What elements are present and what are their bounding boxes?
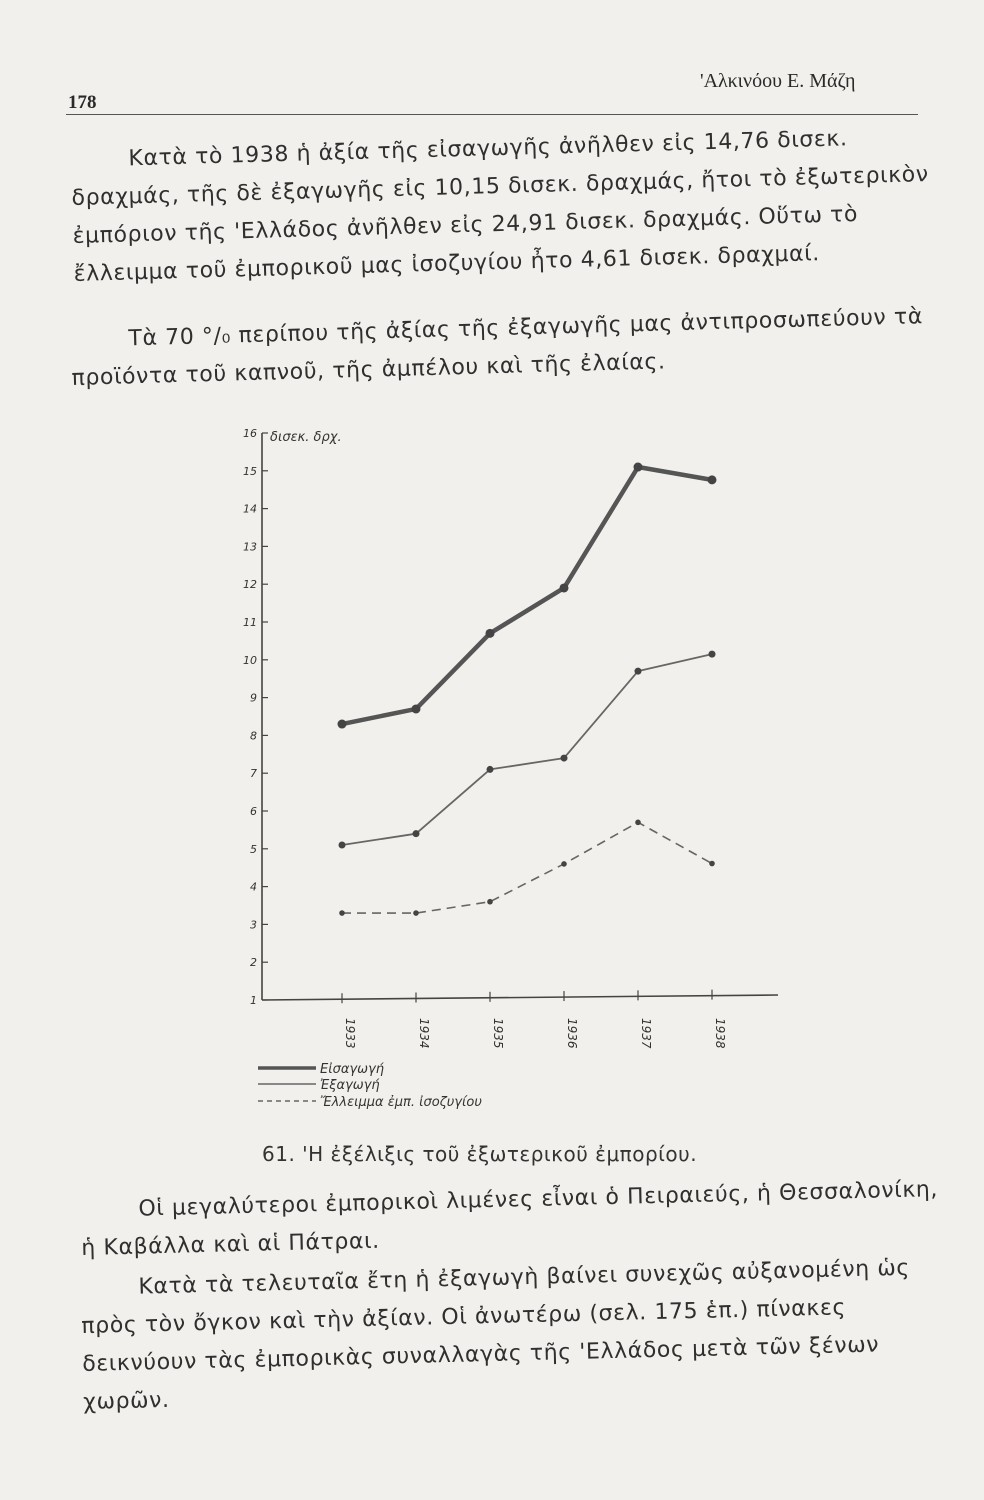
chart-series: [338, 463, 717, 916]
y-tick-label: 3: [250, 918, 257, 932]
data-point: [635, 668, 642, 675]
data-point: [412, 704, 421, 713]
y-tick-label: 6: [250, 805, 257, 818]
data-point: [413, 910, 419, 916]
paragraph-export-growth: [80, 1249, 943, 1422]
paragraph-1-text: Κατὰ τὸ 1938 ἡ ἀξία τῆς εἰσαγωγῆς ἀνῆλθεν εἰς 14,76 δισεκ. δραχμάς, τῆς δὲ ἐξαγωγῆς εἰς 10,15 δισεκ. δραχμάς, ἤτοι τὸ ἐξωτερικὸν ἐμπόριον τῆς 'Ελλάδος ἀνῆλθεν εἰς 24,91 δισεκ. δραχμάς. Οὕτω τὸ ἔλλειμμα τοῦ ἐμπορικοῦ μας ἰσοζυγίου ἦτο 4,61 δισεκ. δραχμαί.: [71, 126, 930, 287]
page-number: 178: [68, 92, 97, 113]
data-point: [560, 583, 569, 592]
data-point: [339, 910, 345, 916]
y-tick-label: 7: [250, 767, 257, 781]
y-tick-label: 16: [243, 427, 257, 440]
paragraph-3-text: Οἱ μεγαλύτεροι ἐμπορικοὶ λιμένες εἶναι ὁ Πειραιεύς, ἡ Θεσσαλονίκη, ἡ Καβάλλα καὶ αἱ Πάτραι.: [81, 1177, 939, 1261]
series-line-0: [342, 467, 712, 724]
y-tick-label: 10: [243, 653, 257, 667]
paragraph-2-text: Τὰ 70 °/₀ περίπου τῆς ἀξίας τῆς ἐξαγωγῆς μας ἀντιπροσωπεύουν τὰ προϊόντα τοῦ καπνοῦ, τῆς ἀμπέλου καὶ τῆς ἐλαίας.: [71, 304, 924, 391]
data-point: [561, 861, 567, 867]
data-point: [634, 463, 643, 472]
x-tick-label: 1933: [343, 1018, 357, 1049]
x-tick-label: 1938: [713, 1018, 727, 1049]
running-head: 'Αλκινόου Ε. Μάζη: [700, 70, 856, 92]
legend-label: Ἔλλειμμα ἐμπ. ἰσοζυγίου: [320, 1095, 482, 1110]
figure-caption: 61. 'Η ἐξέλιξις τοῦ ἐξωτερικοῦ ἐμπορίου.: [262, 1142, 698, 1166]
paragraph-4-text: Κατὰ τὰ τελευταῖα ἔτη ἡ ἐξαγωγὴ βαίνει συνεχῶς αὐξανομένη ὡς πρὸς τὸν ὄγκον καὶ τὴν ἀξίαν. Οἱ ἀνωτέρω (σελ. 175 ἑπ.) πίνακες δεικνύουν τὰς ἐμπορικὰς συναλλαγὰς τῆς 'Ελλάδος μετὰ τῶν ξένων χωρῶν.: [81, 1255, 911, 1415]
y-tick-label: 14: [243, 502, 257, 516]
data-point: [486, 629, 495, 638]
y-tick-label: 11: [243, 616, 257, 629]
chart-legend: [258, 1062, 482, 1110]
x-tick-label: 1937: [639, 1018, 653, 1049]
x-tick-label: 1934: [417, 1018, 431, 1049]
data-point: [413, 830, 420, 837]
data-point: [709, 861, 715, 867]
y-tick-label: 15: [243, 464, 257, 478]
legend-label: Ἐξαγωγή: [320, 1078, 380, 1093]
data-point: [709, 651, 716, 658]
data-point: [487, 899, 493, 905]
y-tick-label: 9: [250, 691, 257, 705]
data-point: [338, 720, 347, 729]
y-tick-label: 2: [250, 956, 257, 970]
x-axis: [262, 995, 778, 1000]
x-tick-label: 1935: [491, 1018, 505, 1049]
data-point: [339, 842, 346, 849]
series-line-1: [342, 654, 712, 845]
y-tick-label: 13: [243, 540, 257, 554]
y-axis-unit-label: δισεκ. δρχ.: [270, 430, 342, 445]
data-point: [708, 475, 717, 484]
data-point: [487, 766, 494, 773]
y-tick-label: 8: [250, 729, 257, 743]
y-tick-label: 4: [250, 880, 257, 894]
data-point: [635, 820, 641, 826]
legend-label: Εἰσαγωγή: [320, 1062, 384, 1077]
y-tick-label: 12: [243, 578, 257, 592]
y-tick-label: 5: [250, 842, 257, 856]
y-tick-label: 1: [250, 994, 257, 1007]
x-tick-label: 1936: [565, 1018, 579, 1049]
data-point: [561, 755, 568, 762]
chart-axes: [243, 427, 778, 1049]
